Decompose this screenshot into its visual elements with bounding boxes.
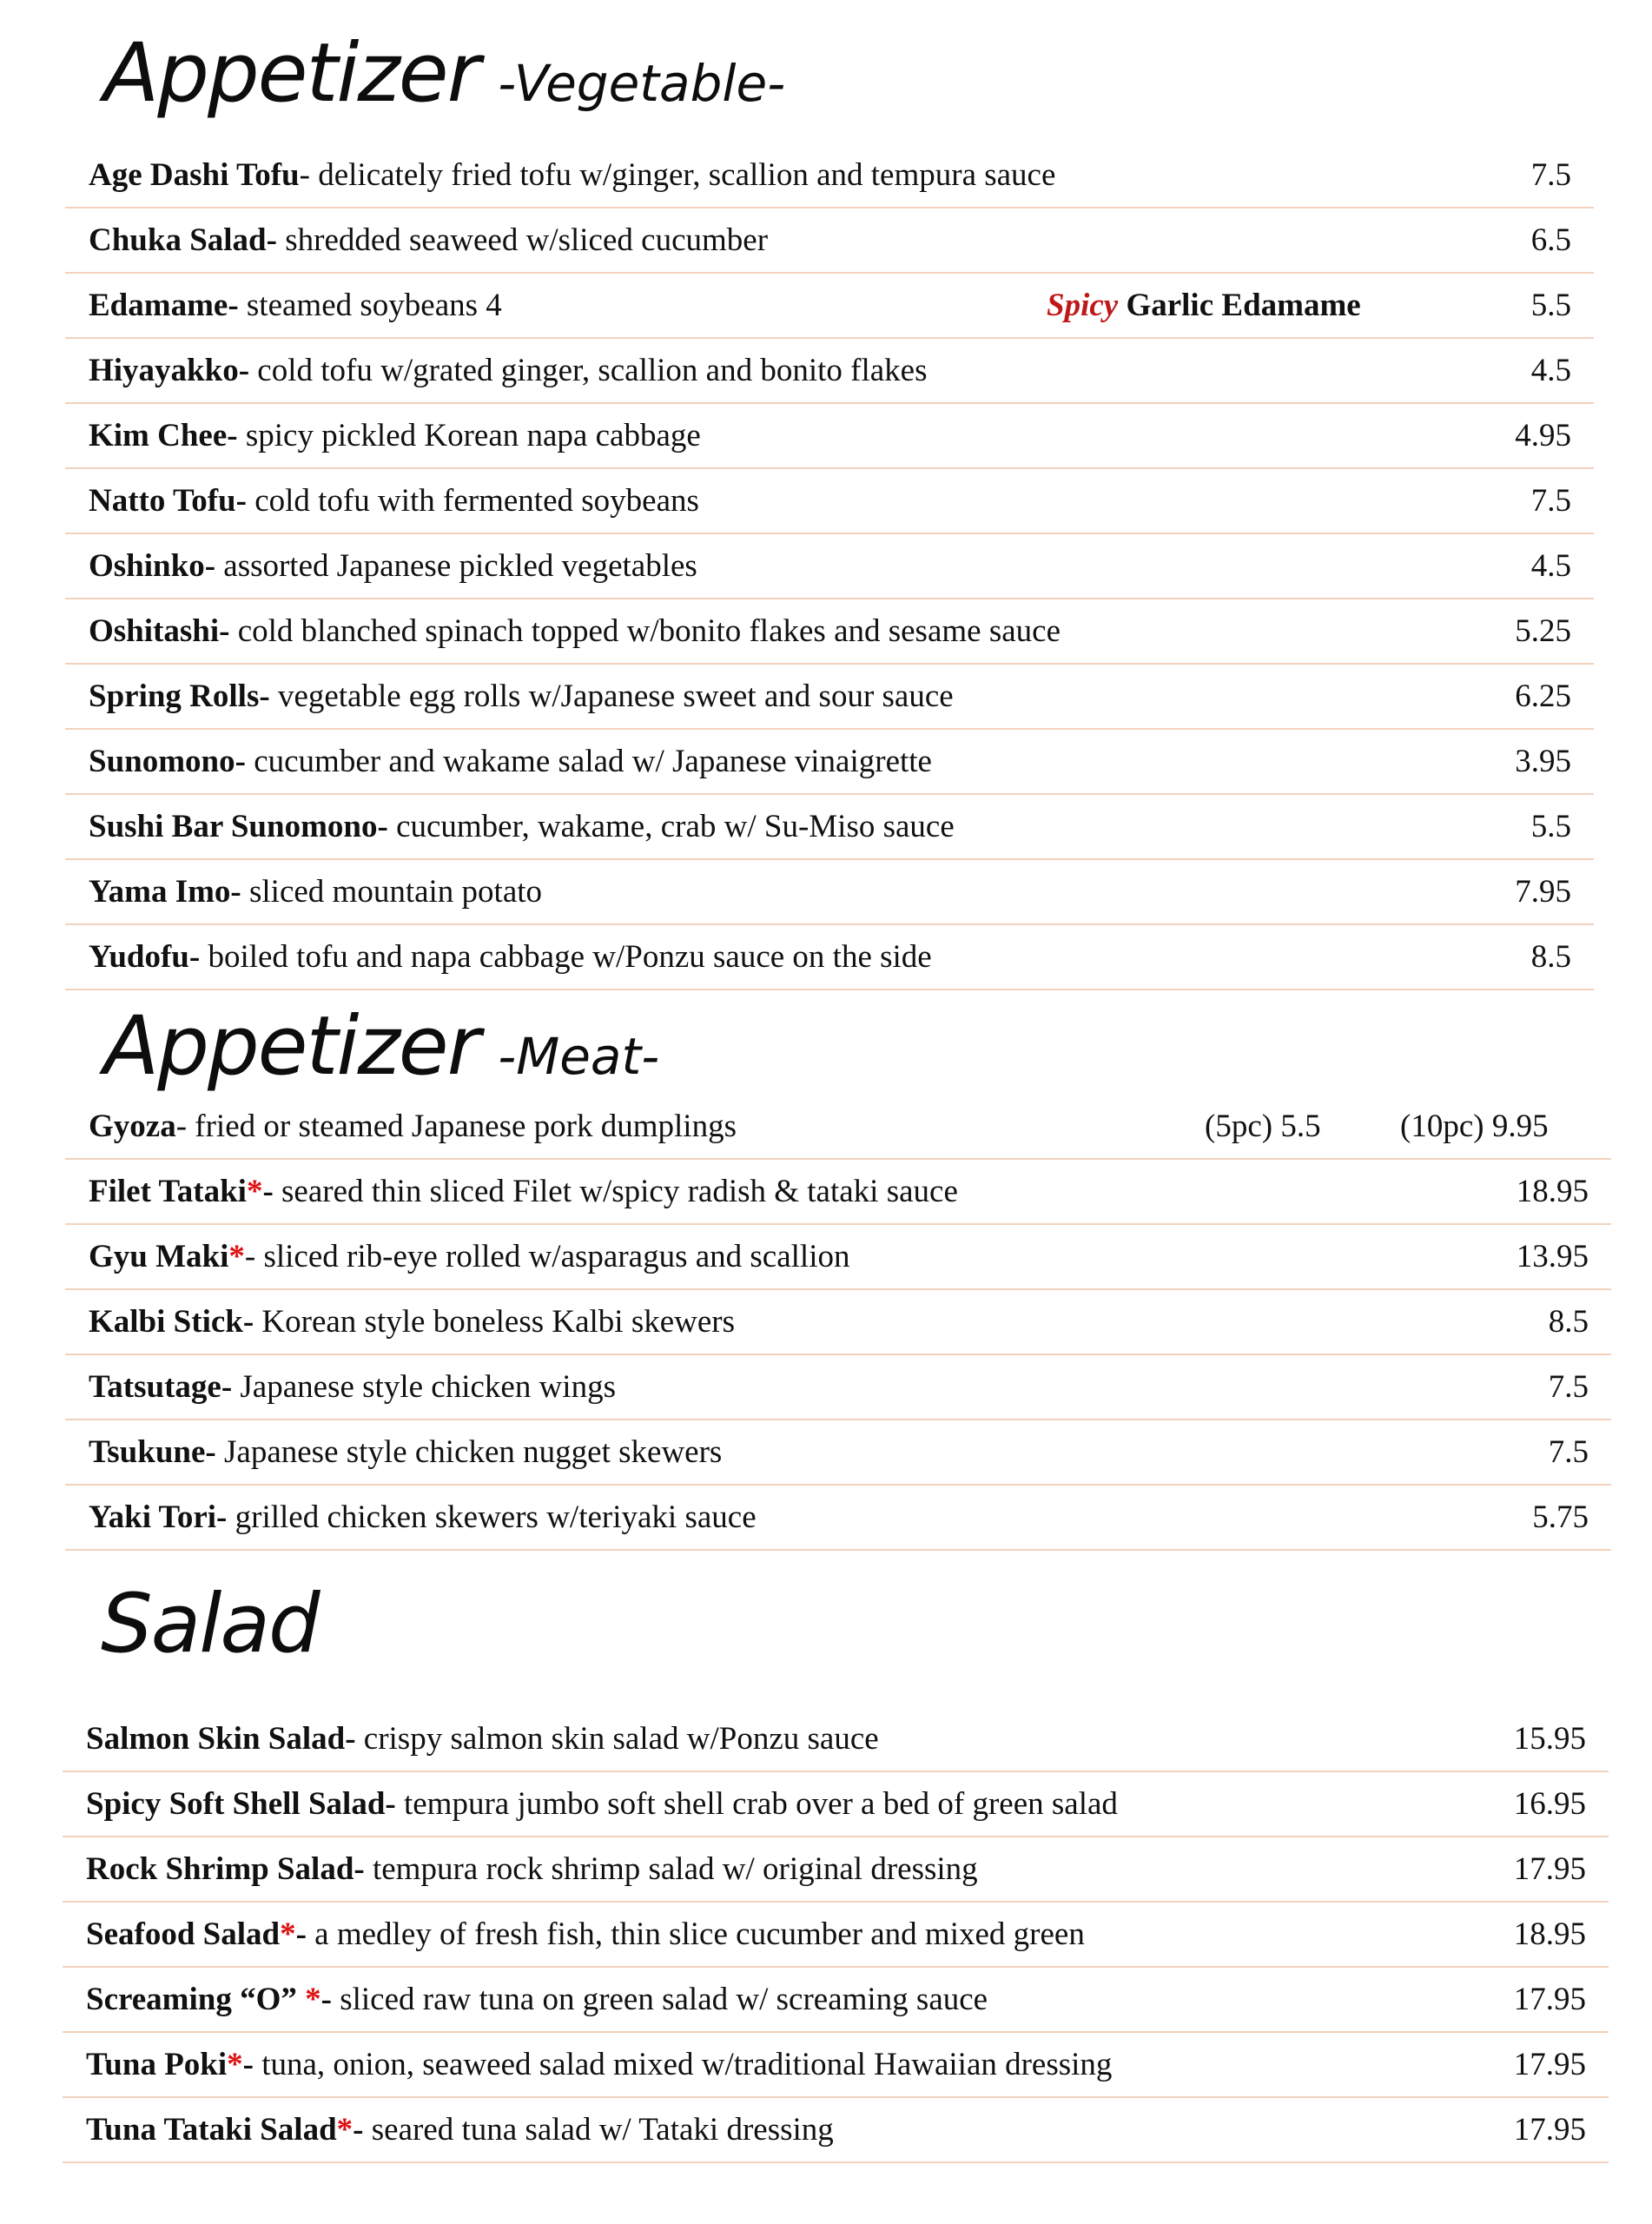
item-name: Spicy Soft Shell Salad-: [86, 1786, 396, 1822]
item-description: crispy salmon skin salad w/Ponzu sauce: [355, 1721, 879, 1757]
menu-item: [65, 274, 1594, 339]
section-subtitle: -Vegetable-: [498, 54, 786, 113]
menu-item-text: [89, 469, 699, 533]
menu-item-text: [89, 404, 701, 467]
menu-item: [63, 2033, 1609, 2098]
menu-item: [65, 599, 1594, 665]
item-description: boiled tofu and napa cabbage w/Ponzu sauce on the side: [200, 939, 932, 975]
menu-item-text: [89, 1420, 722, 1484]
item-description: - delicately fried tofu w/ginger, scallion and tempura sauce: [299, 157, 1056, 193]
menu-item-text: [86, 1903, 1085, 1966]
menu-item: [65, 534, 1594, 599]
extra-item-name: Garlic Edamame: [1118, 288, 1361, 323]
item-name: Screaming “O”: [86, 1982, 306, 2017]
menu-item-text: [89, 339, 928, 402]
section-title: Salad: [101, 1577, 319, 1671]
menu-item-text: [89, 599, 1061, 663]
menu-item: [65, 404, 1594, 469]
menu-item: [63, 1837, 1609, 1903]
menu-item: [65, 860, 1594, 925]
item-description: cold tofu w/grated ginger, scallion and bonito flakes: [249, 353, 928, 388]
menu-list: [65, 143, 1594, 990]
menu-item: [65, 339, 1594, 404]
item-description: assorted Japanese pickled vegetables: [215, 548, 697, 584]
item-description: - sliced rib-eye rolled w/asparagus and scallion: [244, 1239, 850, 1274]
spicy-label: Spicy: [1047, 288, 1119, 323]
menu-item-text: [89, 795, 955, 858]
menu-item-text: [89, 208, 768, 272]
item-description: seared thin sliced Filet w/spicy radish & tataki sauce: [273, 1174, 958, 1209]
item-price: 18.95: [1516, 1174, 1589, 1209]
item-price: 5.25: [1515, 613, 1571, 649]
menu-item-text: [86, 1837, 978, 1901]
menu-item-text: [89, 1160, 958, 1223]
menu-item-text: [89, 1486, 757, 1549]
item-name: Spring Rolls-: [89, 678, 270, 714]
section-title: Appetizer: [103, 999, 479, 1094]
menu-item: [65, 1355, 1611, 1420]
menu-item: [65, 469, 1594, 534]
item-name-suffix: -: [320, 1982, 332, 2017]
item-price: 5.75: [1532, 1499, 1589, 1535]
menu-item-text: [89, 1290, 735, 1354]
menu-item: [65, 1225, 1611, 1290]
item-price: 16.95: [1513, 1786, 1586, 1822]
item-name-suffix: -: [242, 2047, 254, 2082]
raw-warning-star: *: [280, 1916, 296, 1952]
menu-item-text: [89, 925, 932, 989]
item-description: sliced mountain potato: [241, 874, 543, 910]
menu-item: [63, 1903, 1609, 1968]
menu-item-gyoza: [65, 1095, 1611, 1160]
menu-list: [65, 1095, 1611, 1551]
item-name: Seafood Salad: [86, 1916, 281, 1952]
section-title: Appetizer: [103, 26, 479, 121]
item-description: Korean style boneless Kalbi skewers: [254, 1304, 735, 1340]
raw-warning-star: *: [227, 2047, 243, 2082]
item-price: 7.95: [1515, 874, 1571, 910]
section-subtitle: -Meat-: [498, 1027, 660, 1086]
item-price: 17.95: [1513, 1982, 1586, 2017]
item-price: 17.95: [1513, 2112, 1586, 2148]
item-description: spicy pickled Korean napa cabbage: [237, 418, 701, 453]
menu-item: [65, 1290, 1611, 1355]
menu-item: [65, 730, 1594, 795]
item-description: cold blanched spinach topped w/bonito flakes and sesame sauce: [229, 613, 1061, 649]
menu-item: [65, 208, 1594, 274]
item-name: Oshitashi-: [89, 613, 230, 649]
item-name: Tatsutage-: [89, 1369, 233, 1405]
section-heading: [103, 999, 1611, 1095]
item-price: 7.5: [1530, 483, 1571, 519]
item-description: steamed soybeans 4: [238, 288, 502, 323]
menu-item-text: [86, 1772, 1118, 1836]
item-name: Edamame-: [89, 288, 239, 323]
item-price: 8.5: [1548, 1304, 1589, 1340]
menu-item: [65, 1486, 1611, 1551]
item-name: Natto Tofu-: [89, 483, 247, 519]
menu-item-text: [89, 1095, 737, 1158]
item-name: Salmon Skin Salad-: [86, 1721, 356, 1757]
menu-item: [63, 2098, 1609, 2163]
item-price: 5.5: [1530, 809, 1571, 844]
item-name: Tuna Poki: [86, 2047, 228, 2082]
item-name: Tsukune-: [89, 1434, 216, 1470]
item-name: Rock Shrimp Salad-: [86, 1851, 365, 1887]
menu-item-text: [89, 274, 502, 337]
item-price: 13.95: [1516, 1239, 1589, 1274]
item-description: vegetable egg rolls w/Japanese sweet and sour sauce: [269, 678, 954, 714]
item-name: Oshinko-: [89, 548, 216, 584]
item-name-suffix: -: [295, 1916, 307, 1952]
menu-item-text: [89, 534, 697, 598]
item-name: Yudofu-: [89, 939, 201, 975]
menu-item-text: [89, 1355, 616, 1419]
item-name: Gyu Maki: [89, 1239, 229, 1274]
item-name: Age Dashi Tofu: [89, 157, 300, 193]
menu-item: [63, 1707, 1609, 1772]
item-price: 4.5: [1530, 548, 1571, 584]
menu-item-text: [89, 143, 1055, 207]
item-name-suffix: -: [262, 1174, 274, 1209]
section-heading: [101, 1577, 1609, 1707]
menu-item: [65, 143, 1594, 208]
menu-item: [65, 665, 1594, 730]
raw-warning-star: *: [336, 2112, 354, 2148]
item-description: sliced raw tuna on green salad w/ screaming sauce: [331, 1982, 988, 2017]
item-description: tempura jumbo soft shell crab over a bed of green salad: [395, 1786, 1118, 1822]
item-name: Hiyayakko-: [89, 353, 250, 388]
section-heading: [103, 26, 1594, 143]
item-name: Yama Imo-: [89, 874, 241, 910]
section-salad: [63, 1577, 1609, 2163]
item-price: 6.5: [1530, 222, 1571, 258]
menu-list-items: [65, 1160, 1611, 1551]
item-description: grilled chicken skewers w/teriyaki sauce: [227, 1499, 757, 1535]
menu-item-text: [86, 2033, 1112, 2096]
menu-item-text: [89, 1225, 849, 1288]
menu-item: [63, 1968, 1609, 2033]
item-description: Japanese style chicken wings: [232, 1369, 616, 1405]
item-price: 18.95: [1513, 1916, 1586, 1952]
item-description: - fried or steamed Japanese pork dumplings: [175, 1109, 737, 1144]
menu-item-text: [86, 2098, 834, 2161]
item-description: Japanese style chicken nugget skewers: [215, 1434, 723, 1470]
section-appetizer-meat: [65, 999, 1611, 1551]
menu-item: [65, 1160, 1611, 1225]
menu-item: [63, 1772, 1609, 1837]
section-appetizer-vegetable: [65, 26, 1594, 990]
item-name: Tuna Tataki Salad: [86, 2112, 337, 2148]
item-price: 8.5: [1530, 939, 1571, 975]
item-description: a medley of fresh fish, thin slice cucumber and mixed green: [306, 1916, 1085, 1952]
menu-list: [63, 1707, 1609, 2163]
item-price: 5.5: [1530, 288, 1571, 323]
item-price: 7.5: [1530, 157, 1571, 193]
item-name: Kalbi Stick-: [89, 1304, 254, 1340]
item-price: 17.95: [1513, 1851, 1586, 1887]
item-name: Sunomono-: [89, 744, 246, 779]
item-name: Filet Tataki: [89, 1174, 247, 1209]
item-name: Gyoza: [89, 1109, 176, 1144]
menu-item-text: [89, 860, 542, 923]
menu-item-text: [86, 1707, 879, 1771]
item-name: Sushi Bar Sunomono-: [89, 809, 388, 844]
item-price: 7.5: [1548, 1369, 1589, 1405]
item-name: Kim Chee-: [89, 418, 238, 453]
item-description: seared tuna salad w/ Tataki dressing: [363, 2112, 834, 2148]
menu-item-text: [86, 1968, 988, 2031]
item-description: cold tofu with fermented soybeans: [246, 483, 699, 519]
item-price: 17.95: [1513, 2047, 1586, 2082]
item-price: 3.95: [1515, 744, 1571, 779]
item-price: 6.25: [1515, 678, 1571, 714]
item-price: 7.5: [1548, 1434, 1589, 1470]
raw-warning-star: *: [228, 1239, 245, 1274]
item-description: cucumber and wakame salad w/ Japanese vinaigrette: [245, 744, 932, 779]
item-description: shredded seaweed w/sliced cucumber: [276, 222, 769, 258]
item-description: cucumber, wakame, crab w/ Su-Miso sauce: [387, 809, 955, 844]
item-name: Chuka Salad-: [89, 222, 277, 258]
item-price: 4.5: [1530, 353, 1571, 388]
item-price: 4.95: [1515, 418, 1571, 453]
menu-item: [65, 1420, 1611, 1486]
item-description: tuna, onion, seaweed salad mixed w/traditional Hawaiian dressing: [253, 2047, 1113, 2082]
menu-item-text: [89, 665, 954, 728]
menu-item: [65, 925, 1594, 990]
spicy-garlic-edamame: [1047, 274, 1361, 337]
item-name-suffix: -: [353, 2112, 364, 2148]
item-price: 15.95: [1513, 1721, 1586, 1757]
price-small: (5pc) 5.5: [1205, 1109, 1321, 1144]
raw-warning-star: *: [305, 1982, 321, 2017]
menu-item: [65, 795, 1594, 860]
price-large: (10pc) 9.95: [1400, 1109, 1549, 1144]
item-name: Yaki Tori-: [89, 1499, 228, 1535]
raw-warning-star: *: [246, 1174, 263, 1209]
item-description: tempura rock shrimp salad w/ original dressing: [364, 1851, 978, 1887]
menu-item-text: [89, 730, 932, 793]
